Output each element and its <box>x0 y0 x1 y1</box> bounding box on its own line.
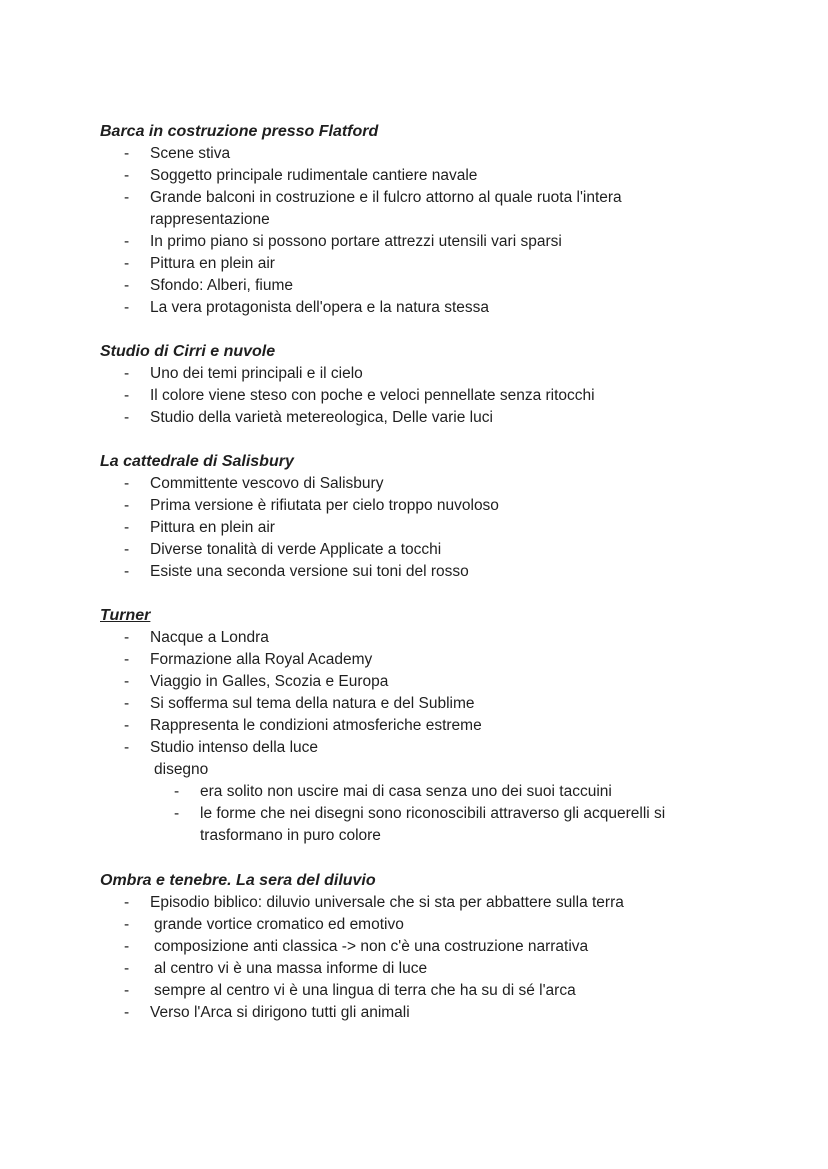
list-item-text: Nacque a Londra <box>150 629 269 646</box>
section-title: Ombra e tenebre. La sera del diluvio <box>100 872 376 889</box>
bullet-dash: - <box>124 1004 130 1021</box>
list-item-text: La vera protagonista dell'opera e la natura stessa <box>150 299 490 316</box>
list-item <box>100 715 740 737</box>
list-item-text: Il colore viene steso con poche e veloci pennellate senza ritocchi <box>150 387 595 404</box>
list-item <box>100 517 740 539</box>
section-salisbury <box>100 451 740 583</box>
sub-list-item-text: le forme che nei disegni sono riconoscibili attraverso gli acquerelli si trasformano in puro colore <box>200 805 666 844</box>
list-item-text: Episodio biblico: diluvio universale che si sta per abbattere sulla terra <box>150 894 624 911</box>
list-item <box>100 385 740 407</box>
list-item <box>100 936 740 958</box>
list-item <box>100 231 740 253</box>
bullet-dash: - <box>124 475 130 492</box>
bullet-list <box>100 892 740 1024</box>
section-title: Turner <box>100 607 151 624</box>
list-item-text: Scene stiva <box>150 145 231 162</box>
bullet-dash: - <box>124 673 130 690</box>
list-item <box>100 561 740 583</box>
list-item <box>100 737 740 759</box>
bullet-dash: - <box>124 277 130 294</box>
bullet-dash: - <box>124 497 130 514</box>
sub-heading: disegno <box>154 761 209 778</box>
bullet-dash: - <box>124 629 130 646</box>
list-item-text: al centro vi è una massa informe di luce <box>154 960 428 977</box>
list-item <box>100 165 740 187</box>
list-item <box>100 671 740 693</box>
bullet-dash: - <box>124 167 130 184</box>
bullet-dash: - <box>174 805 180 822</box>
list-item-text: Pittura en plein air <box>150 519 275 536</box>
list-item <box>100 914 740 936</box>
bullet-dash: - <box>124 894 130 911</box>
list-item-text: Sfondo: Alberi, fiume <box>150 277 294 294</box>
sub-list-item <box>100 781 740 803</box>
bullet-dash: - <box>124 409 130 426</box>
section-ombra-tenebre <box>100 870 740 1024</box>
list-item-text: composizione anti classica -> non c'è una costruzione narrativa <box>154 938 589 955</box>
list-item-text: Diverse tonalità di verde Applicate a tocchi <box>150 541 442 558</box>
bullet-dash: - <box>124 365 130 382</box>
list-item <box>100 495 740 517</box>
list-item-text: Soggetto principale rudimentale cantiere navale <box>150 167 478 184</box>
list-item <box>100 892 740 914</box>
list-item <box>100 539 740 561</box>
bullet-list <box>100 143 740 319</box>
list-item <box>100 1002 740 1024</box>
list-item <box>100 187 740 231</box>
bullet-dash: - <box>124 739 130 756</box>
bullet-list <box>100 627 740 759</box>
bullet-list <box>100 473 740 583</box>
bullet-dash: - <box>124 938 130 955</box>
list-item <box>100 407 740 429</box>
sub-bullet-list <box>100 781 740 847</box>
list-item-text: Grande balconi in costruzione e il fulcro attorno al quale ruota l'intera rappresentazione <box>150 189 622 228</box>
bullet-dash: - <box>124 563 130 580</box>
list-item-text: Uno dei temi principali e il cielo <box>150 365 363 382</box>
list-item-text: Viaggio in Galles, Scozia e Europa <box>150 673 389 690</box>
list-item-text: Pittura en plein air <box>150 255 275 272</box>
list-item <box>100 980 740 1002</box>
list-item <box>100 253 740 275</box>
list-item-text: Formazione alla Royal Academy <box>150 651 373 668</box>
section-title: La cattedrale di Salisbury <box>100 453 294 470</box>
section-barca <box>100 121 740 319</box>
list-item-text: In primo piano si possono portare attrezzi utensili vari sparsi <box>150 233 562 250</box>
bullet-dash: - <box>124 717 130 734</box>
bullet-dash: - <box>124 695 130 712</box>
bullet-dash: - <box>124 233 130 250</box>
list-item-text: grande vortice cromatico ed emotivo <box>154 916 404 933</box>
list-item-text: Si sofferma sul tema della natura e del Sublime <box>150 695 475 712</box>
list-item-text: Studio intenso della luce <box>150 739 319 756</box>
list-item <box>100 143 740 165</box>
list-item <box>100 649 740 671</box>
list-item-text: Committente vescovo di Salisbury <box>150 475 384 492</box>
bullet-dash: - <box>124 541 130 558</box>
list-item <box>100 693 740 715</box>
bullet-dash: - <box>124 189 130 206</box>
section-studio-cirri <box>100 341 740 429</box>
bullet-dash: - <box>124 519 130 536</box>
bullet-dash: - <box>124 299 130 316</box>
list-item-text: Esiste una seconda versione sui toni del rosso <box>150 563 469 580</box>
list-item <box>100 473 740 495</box>
bullet-dash: - <box>124 651 130 668</box>
list-item <box>100 275 740 297</box>
list-item <box>100 297 740 319</box>
list-item <box>100 627 740 649</box>
list-item-text: Rappresenta le condizioni atmosferiche estreme <box>150 717 482 734</box>
bullet-dash: - <box>124 960 130 977</box>
sub-list-item-text: era solito non uscire mai di casa senza uno dei suoi taccuini <box>200 783 612 800</box>
list-item <box>100 958 740 980</box>
list-item-text: Studio della varietà metereologica, Delle varie luci <box>150 409 493 426</box>
list-item-text: sempre al centro vi è una lingua di terra che ha su di sé l'arca <box>154 982 576 999</box>
bullet-dash: - <box>124 916 130 933</box>
sub-list-item <box>100 803 740 847</box>
bullet-dash: - <box>124 387 130 404</box>
section-turner <box>100 605 740 847</box>
section-title: Studio di Cirri e nuvole <box>100 343 276 360</box>
list-item-text: Verso l'Arca si dirigono tutti gli animali <box>150 1004 410 1021</box>
bullet-dash: - <box>124 145 130 162</box>
bullet-dash: - <box>124 255 130 272</box>
section-title: Barca in costruzione presso Flatford <box>100 123 379 140</box>
bullet-dash: - <box>124 982 130 999</box>
bullet-list <box>100 363 740 429</box>
list-item-text: Prima versione è rifiutata per cielo troppo nuvoloso <box>150 497 499 514</box>
bullet-dash: - <box>174 783 180 800</box>
list-item <box>100 363 740 385</box>
